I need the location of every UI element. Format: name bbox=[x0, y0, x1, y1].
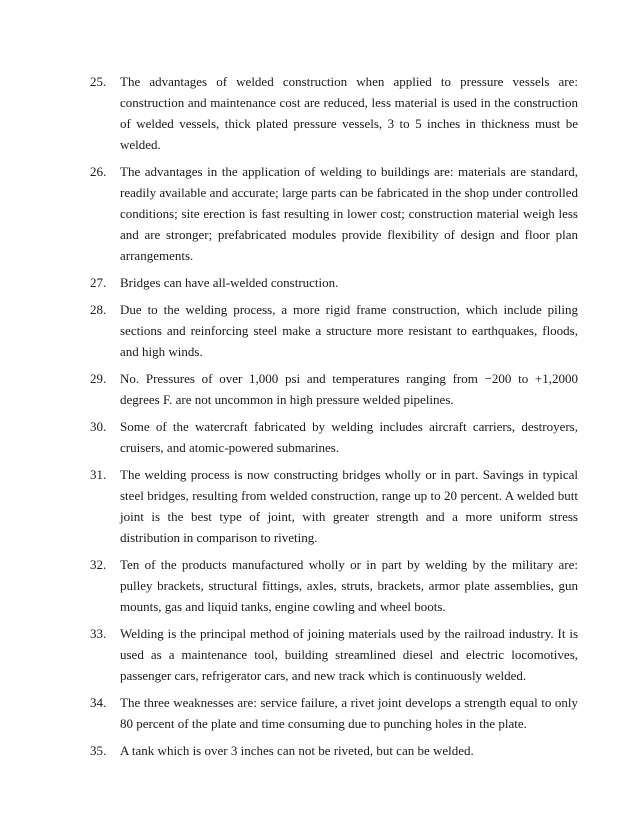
item-text: Bridges can have all-welded construction. bbox=[120, 275, 339, 290]
list-item bbox=[90, 368, 578, 410]
answer-list bbox=[90, 71, 578, 767]
item-text: Ten of the products manufactured wholly or in part by welding by the military are: pulley brackets, structural fittings, axles, struts, brackets, armor plate assemblies, gun mounts, gas and liquid tanks, engine cowling and wheel boots. bbox=[120, 557, 578, 614]
list-item bbox=[90, 416, 578, 458]
list-item bbox=[90, 464, 578, 548]
item-text: Due to the welding process, a more rigid frame construction, which include piling sections and reinforcing steel make a structure more resistant to earthquakes, floods, and high winds. bbox=[120, 302, 578, 359]
item-text: The advantages of welded construction when applied to pressure vessels are: construction and maintenance cost are reduced, less material is used in the construction of welded vessels, thick plated pressure vessels, 3 to 5 inches in thickness must be welded. bbox=[120, 74, 578, 152]
list-item bbox=[90, 692, 578, 734]
item-text: The advantages in the application of welding to buildings are: materials are standard, readily available and accurate; large parts can be fabricated in the shop under controlled conditions; site erection is fast resulting in lower cost; construction material weigh less and are stronger; prefabricated modules provide flexibility of design and floor plan arrangements. bbox=[120, 164, 578, 263]
item-number: 25. bbox=[90, 74, 107, 89]
item-number: 32. bbox=[90, 557, 107, 572]
item-text: The welding process is now constructing bridges wholly or in part. Savings in typical steel bridges, resulting from welded construction, range up to 20 percent. A welded butt joint is the best type of joint, with greater strength and a more uniform stress distribution in comparison to riveting. bbox=[120, 467, 578, 545]
item-number: 31. bbox=[90, 467, 107, 482]
list-item bbox=[90, 554, 578, 617]
list-item bbox=[90, 740, 578, 761]
item-number: 26. bbox=[90, 164, 107, 179]
item-text: Some of the watercraft fabricated by welding includes aircraft carriers, destroyers, cruisers, and atomic-powered submarines. bbox=[120, 419, 578, 455]
item-number: 27. bbox=[90, 275, 107, 290]
item-number: 34. bbox=[90, 695, 107, 710]
item-number: 35. bbox=[90, 743, 107, 758]
item-number: 28. bbox=[90, 302, 107, 317]
list-item bbox=[90, 161, 578, 266]
list-item bbox=[90, 71, 578, 155]
list-item bbox=[90, 272, 578, 293]
item-number: 30. bbox=[90, 419, 107, 434]
item-text: A tank which is over 3 inches can not be riveted, but can be welded. bbox=[120, 743, 474, 758]
item-number: 29. bbox=[90, 371, 107, 386]
list-item bbox=[90, 623, 578, 686]
item-text: No. Pressures of over 1,000 psi and temperatures ranging from −200 to +1,2000 degrees F. are not uncommon in high pressure welded pipelines. bbox=[120, 371, 578, 407]
item-text: Welding is the principal method of joining materials used by the railroad industry. It is used as a maintenance tool, building streamlined diesel and electric locomotives, passenger cars, refrigerator cars, and new track which is continuously welded. bbox=[120, 626, 578, 683]
list-item bbox=[90, 299, 578, 362]
item-number: 33. bbox=[90, 626, 107, 641]
item-text: The three weaknesses are: service failure, a rivet joint develops a strength equal to only 80 percent of the plate and time consuming due to punching holes in the plate. bbox=[120, 695, 578, 731]
